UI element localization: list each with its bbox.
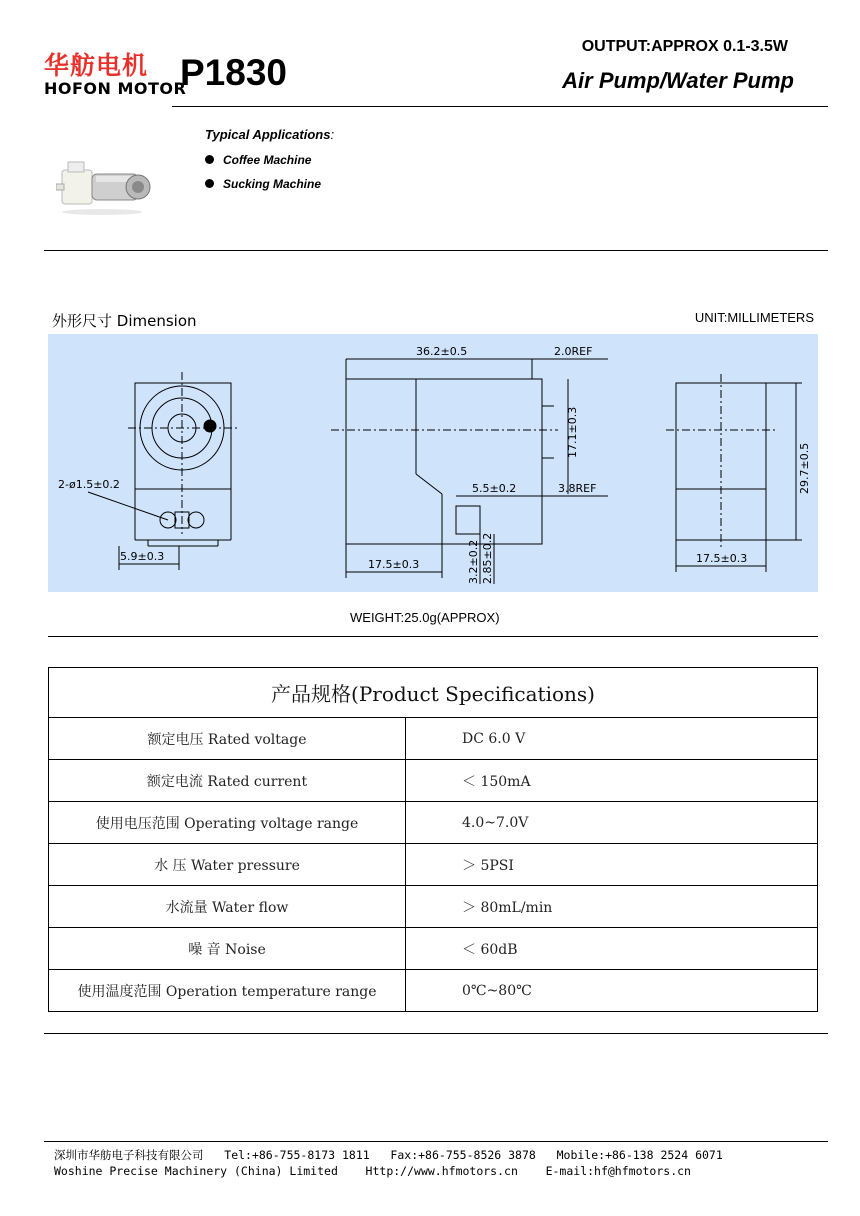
table-row bbox=[49, 928, 818, 970]
bullet-icon bbox=[205, 155, 214, 164]
model-number: P1830 bbox=[180, 52, 287, 93]
dim-label: 5.5±0.2 bbox=[472, 482, 517, 495]
footer-company: Woshine Precise Machinery (China) Limited Http://www.hfmotors.cn E-mail:hf@hfmotors.cn bbox=[54, 1164, 691, 1178]
spec-value: ＜ 60dB bbox=[406, 928, 818, 970]
dim-label: 36.2±0.5 bbox=[416, 345, 468, 358]
spec-value: 4.0~7.0V bbox=[406, 802, 818, 844]
spec-label: 使用电压范围 Operating voltage range bbox=[49, 802, 406, 844]
spec-label: 额定电流 Rated current bbox=[49, 760, 406, 802]
spec-value: ＞ 5PSI bbox=[406, 844, 818, 886]
spec-label: 噪 音 Noise bbox=[49, 928, 406, 970]
spec-value: ＞ 80mL/min bbox=[406, 886, 818, 928]
table-row bbox=[49, 802, 818, 844]
spec-label: 水流量 Water flow bbox=[49, 886, 406, 928]
brand-logo-en: HOFON MOTOR bbox=[44, 79, 187, 98]
unit-label: UNIT:MILLIMETERS bbox=[694, 310, 814, 325]
application-item: Coffee Machine bbox=[205, 153, 311, 167]
dim-label: 17.5±0.3 bbox=[368, 558, 420, 571]
spec-value: 0℃~80℃ bbox=[406, 970, 818, 1012]
table-row bbox=[49, 844, 818, 886]
spec-value: DC 6.0 V bbox=[406, 718, 818, 760]
dim-label: 17.5±0.3 bbox=[696, 552, 748, 565]
table-row bbox=[49, 718, 818, 760]
dim-label: 3.8REF bbox=[558, 482, 597, 495]
dim-label: 3.2±0.2 bbox=[467, 539, 480, 584]
dim-label: 2.0REF bbox=[554, 345, 593, 358]
spec-label: 额定电压 Rated voltage bbox=[49, 718, 406, 760]
application-item: Sucking Machine bbox=[205, 177, 321, 191]
dim-label: 2.85±0.2 bbox=[481, 532, 494, 584]
dimension-title: 外形尺寸 Dimension bbox=[52, 312, 197, 330]
output-power: OUTPUT:APPROX 0.1-3.5W bbox=[581, 38, 788, 55]
applications-title: Typical Applications: bbox=[205, 127, 335, 142]
spec-table bbox=[48, 667, 818, 1012]
dim-label: 17.1±0.3 bbox=[566, 406, 579, 458]
spec-label: 水 压 Water pressure bbox=[49, 844, 406, 886]
footer-divider bbox=[44, 1141, 828, 1142]
table-row bbox=[49, 760, 818, 802]
spec-value: ＜ 150mA bbox=[406, 760, 818, 802]
spec-label: 使用温度范围 Operation temperature range bbox=[49, 970, 406, 1012]
section-divider bbox=[44, 250, 828, 251]
spec-title: 产品规格(Product Specifications) bbox=[49, 668, 818, 718]
dim-label: 2-ø1.5±0.2 bbox=[58, 478, 120, 491]
weight-divider bbox=[48, 636, 818, 637]
table-divider bbox=[44, 1033, 828, 1034]
bullet-icon bbox=[205, 179, 214, 188]
product-photo bbox=[56, 158, 156, 218]
weight-label: WEIGHT:25.0g(APPROX) bbox=[350, 610, 500, 625]
product-type: Air Pump/Water Pump bbox=[562, 68, 794, 93]
dim-label: 29.7±0.5 bbox=[798, 442, 811, 494]
brand-logo-cn: 华舫电机 bbox=[44, 51, 149, 80]
footer-contact: 深圳市华舫电子科技有限公司 Tel:+86-755-8173 1811 Fax:+86-755-8526 3878 Mobile:+86-138 2524 6071 bbox=[54, 1148, 723, 1162]
technical-drawing bbox=[48, 334, 818, 592]
table-row bbox=[49, 970, 818, 1012]
table-row bbox=[49, 886, 818, 928]
dimension-drawing bbox=[48, 334, 818, 592]
dim-label: 5.9±0.3 bbox=[120, 550, 165, 563]
header-divider bbox=[172, 106, 828, 107]
